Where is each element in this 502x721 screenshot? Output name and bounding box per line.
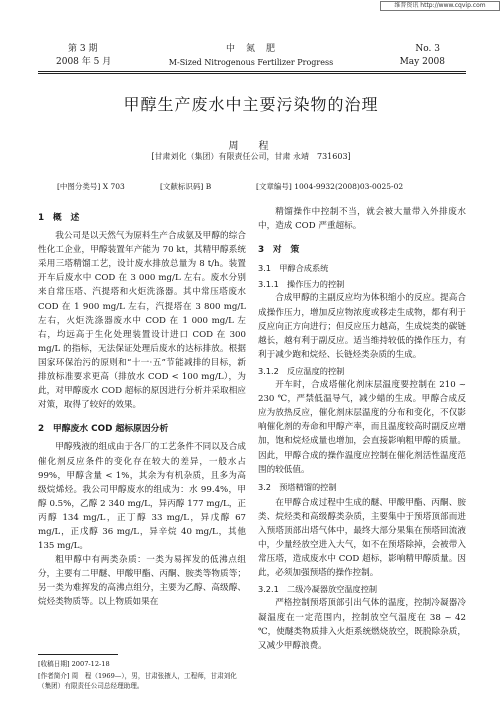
affiliation: [甘肃刘化（集团）有限责任公司，甘肃 永靖 731603] xyxy=(151,152,351,161)
article-title: 甲醇生产废水中主要污染物的治理 xyxy=(123,95,379,114)
journal-name-cn: 中 氮 肥 xyxy=(225,44,276,54)
paragraph: 合成甲醇的主副反应均为体积缩小的反应。提高合成操作压力，增加反应物浓度或移走生成物，都有利于反应向正方向进行；但反应压力越高，生成烷类的碳链越长，越有利于副反应。适当维持较低的操作压力，有利于减少跑和烷烃、长链烃类杂质的生成。 xyxy=(258,293,466,360)
author: 周 程 xyxy=(228,141,274,152)
subsubsection-heading: 3.1.1 操作压力的控制 xyxy=(258,279,345,290)
paragraph: 严格控制预塔顶部引出气体的温度，控制冷凝器冷凝温度在一定范围内，控制放空气温度在 38 ~ 42 ℃，使醚类物质排入火炬系统燃烧放空，既脱除杂质，又减少甲醇浪费。 xyxy=(258,598,466,651)
journal-name-en: M-Sized Nitrogenous Fertilizer Progress xyxy=(168,58,334,67)
paragraph: 在甲醇合成过程中生成的醚、甲酸甲酯、丙酮、胺类、烷烃类和高级醇类杂质，主要集中于预塔顶部而进入预塔顶部出塔气体中，最终大部分果集在预塔回流液中，少量经放空进入大气，如不在预塔除掉，会被带入常压塔，造成废水中 COD 超标，影响精甲醇质量。因此，必须加强预塔的操作控制。 xyxy=(258,497,466,579)
watermark: 维普资讯 http://www.cqvip.com xyxy=(380,1,500,11)
section-heading: 1 概 述 xyxy=(38,213,80,223)
section-heading: 3 对 策 xyxy=(258,245,300,256)
received-date: [收稿日期] 2007-12-18 xyxy=(38,660,110,668)
author-bio: [作者简介] 周 程（1969—），男，甘肃张掖人，工程师，甘肃刘化（集团）有限责任公司总经理助理。 xyxy=(38,672,237,690)
issue-month: May 2008 xyxy=(399,57,445,67)
left-column xyxy=(38,203,246,610)
paragraph: 我公司是以天然气为原料生产合成氨及甲醇的综合性化工企业，甲醇装置年产能为 70 kt，其精甲醇系统采用三塔精馏工艺，设计废水排放总量为 8 t/h。装置开车后废水中 COD 在 3 000 mg/L 左右。废水分别来自常压塔、汽提塔和火炬洗涤器。其中常压塔废水 COD 在 1 900 mg/L 左右，汽提塔在 3 800 mg/L 左右，火炬洗涤器废水中 COD 在 1 000 mg/L 左右，均远高于生化处理装置设计进口 COD 在 300 mg/L 的指标，无法保证处理后废水的达标排放。根据国家环保治污的原则和“十一·五”节能减排的目标，新排放标准要求更高（排放水 COD < 100 mg/L），为此，对甲醇废水 COD 超标的原因进行分析并采取相应对策，取得了较好的效果。 xyxy=(38,231,246,411)
header-rule xyxy=(38,71,466,72)
issue-number: No. 3 xyxy=(415,44,440,54)
footnote-rule xyxy=(38,654,118,655)
header-rule-thin xyxy=(38,73,466,74)
subsubsection-heading: 3.2.1 二级冷凝器放空温度控制 xyxy=(258,584,378,595)
subsection-heading: 3.1 甲醇合成系统 xyxy=(258,263,329,274)
issue-date: 2008 年 5 月 xyxy=(56,57,112,67)
subsection-heading: 3.2 预塔精馏的控制 xyxy=(258,481,337,492)
document-code: [文献标识码] B xyxy=(160,182,212,191)
paragraph: 甲醇残液的组成由于各厂的工艺条件不同以及合成催化剂反应条件的变化存在较大的差异，一般水占 99%，甲醇含量 < 1%，其余为有机杂质，且多为高级烷烯烃。我公司甲醇废水的组成为：水 99.4%，甲醇 0.5%，乙醇 2 340 mg/L，异丙醇 177 mg/L，正丙醇 134 mg/L，正丁醇 33 mg/L，异戊醇 67 mg/L，正戊醇 36 mg/L，异辛烷 40 mg/L，其他 135 mg/L。 xyxy=(38,442,246,552)
subsubsection-heading: 3.1.2 反应温度的控制 xyxy=(258,365,345,376)
article-number: [文章编号] 1004-9932(2008)03-0025-02 xyxy=(256,182,404,191)
paragraph: 精馏操作中控制不当，就会被大量带入外排废水中，造成 COD 严重超标。 xyxy=(258,207,466,232)
right-column xyxy=(258,203,466,653)
section-heading: 2 甲醇废水 COD 超标原因分析 xyxy=(38,424,169,435)
issue-label: 第 3 期 xyxy=(68,44,98,54)
paragraph: 开车时，合成塔催化剂床层温度要控制在 210 ~ 230 ℃，严禁低温导气，减少蜡的生成。甲醇合成反应为放热反应，催化剂床层温度的分布和变化，不仅影响催化剂的寿命和甲醇产率，而且温度较高时副反应增加，饱和烷烃成量也增加，会直接影响粗甲醇的质量。因此，甲醇合成的操作温度应控制在催化剂活性温度范围的较低值。 xyxy=(258,380,466,475)
clc-number: [中图分类号] X 703 xyxy=(57,182,125,191)
paragraph: 粗甲醇中有两类杂质：一类为易挥发的低沸点组分，主要有二甲醚、甲酸甲酯、丙酮、胺类等物质等；另一类为难挥发的高沸点组分，主要为乙醇、高级醇、烷烃类物质等。以上物质如果在 xyxy=(38,555,246,608)
